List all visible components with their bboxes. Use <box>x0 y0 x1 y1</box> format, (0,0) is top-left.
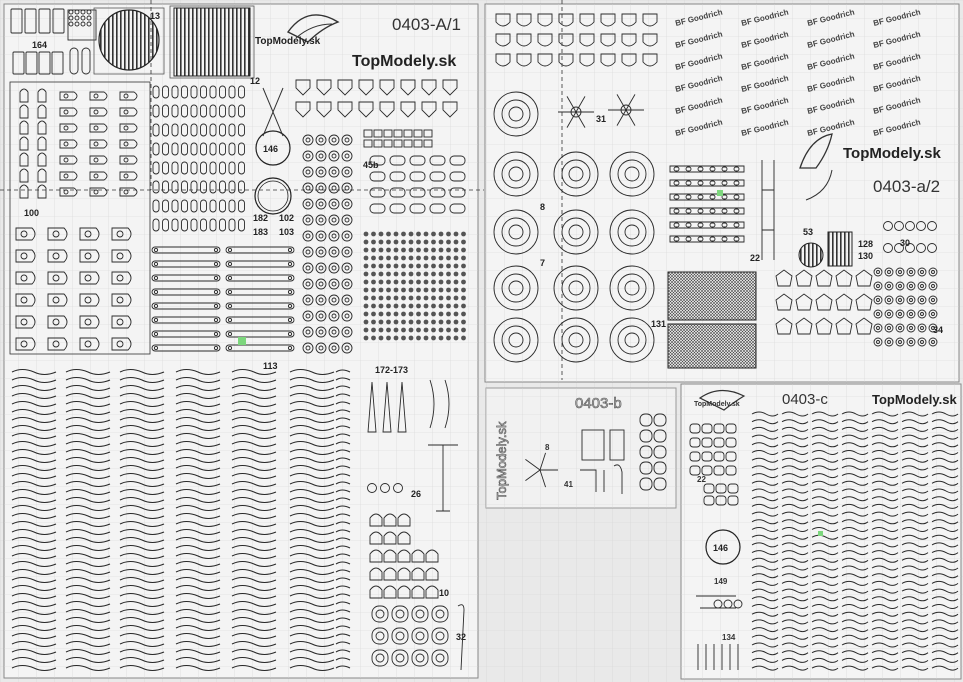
a1-rivet-part <box>424 232 429 237</box>
a1-rivet-part <box>364 328 369 333</box>
a1-rivet-part <box>371 296 376 301</box>
a1-rivet-part <box>371 264 376 269</box>
a1-rivet-part <box>394 304 399 309</box>
a1-rivet-part <box>386 272 391 277</box>
a1-rivet-part <box>364 304 369 309</box>
a1-label-100: 100 <box>24 208 40 218</box>
a1-rivet-part <box>439 248 444 253</box>
a1-rivet-part <box>371 304 376 309</box>
a1-rivet-part <box>364 288 369 293</box>
a1-rivet-part <box>439 312 444 317</box>
a2-tire-text: BF Goodrich <box>740 7 790 28</box>
a2-tire-text: BF Goodrich <box>872 73 922 94</box>
a2-label-131: 131 <box>651 319 667 329</box>
a1-rivet-part <box>424 320 429 325</box>
a1-rivet-part <box>364 320 369 325</box>
a1-label-113: 113 <box>263 361 278 371</box>
a1-rivet-part <box>364 240 369 245</box>
a1-rivet-part <box>461 248 466 253</box>
a1-rivet-part <box>424 240 429 245</box>
a1-rivet-part <box>364 272 369 277</box>
b-label-8: 8 <box>545 443 550 452</box>
a1-rivet-part <box>394 328 399 333</box>
a1-rivet-part <box>424 256 429 261</box>
a1-rivet-part <box>379 248 384 253</box>
a2-tire-text: BF Goodrich <box>806 117 856 138</box>
a1-rivet-part <box>431 288 436 293</box>
a1-rivet-part <box>424 304 429 309</box>
a1-rivet-part <box>386 304 391 309</box>
a1-rivet-part <box>379 240 384 245</box>
a2-tire-text: BF Goodrich <box>806 29 856 50</box>
a1-rivet-part <box>386 296 391 301</box>
a1-rivet-part <box>461 240 466 245</box>
a1-rivet-part <box>424 272 429 277</box>
a1-rivet-part <box>364 248 369 253</box>
a1-rivet-part <box>401 256 406 261</box>
a1-rivet-part <box>446 320 451 325</box>
a1-rivet-part <box>379 232 384 237</box>
a2-mesh-panel-1 <box>668 272 756 320</box>
a1-rivet-part <box>386 256 391 261</box>
a2-tire-text: BF Goodrich <box>674 73 724 94</box>
a1-rivet-part <box>424 288 429 293</box>
a1-rivet-part <box>446 280 451 285</box>
a1-rivet-part <box>401 248 406 253</box>
a2-tire-text: BF Goodrich <box>740 51 790 72</box>
a2-tire-text: BF Goodrich <box>740 117 790 138</box>
a1-rivet-part <box>401 312 406 317</box>
a1-label-10: 10 <box>439 588 450 598</box>
a1-rivet-part <box>461 264 466 269</box>
a2-tire-text: BF Goodrich <box>740 29 790 50</box>
a1-rivet-part <box>394 240 399 245</box>
a1-rivet-part <box>454 296 459 301</box>
a1-brand-text: TopModely.sk <box>352 53 457 70</box>
a1-rivet-part <box>401 320 406 325</box>
a1-rivet-part <box>446 336 451 341</box>
a1-rivet-part <box>394 320 399 325</box>
a1-rivet-part <box>416 312 421 317</box>
a1-rivet-part <box>416 272 421 277</box>
a1-rivet-part <box>454 248 459 253</box>
a1-rivet-part <box>424 328 429 333</box>
a1-rivet-part <box>431 256 436 261</box>
a2-label-130: 130 <box>858 251 874 261</box>
a1-rivet-part <box>431 264 436 269</box>
c-logo-text: TopModely.sk <box>694 401 740 408</box>
a1-rivet-part <box>379 280 384 285</box>
a1-rivet-part <box>431 232 436 237</box>
a1-label-182: 182 <box>253 213 269 223</box>
a1-rivet-part <box>424 248 429 253</box>
a1-rivet-part <box>416 296 421 301</box>
a1-grille-panel <box>170 6 254 78</box>
a1-rivet-part <box>439 296 444 301</box>
a1-rivet-part <box>461 272 466 277</box>
a1-rivet-part <box>424 280 429 285</box>
a1-rivet-part <box>461 256 466 261</box>
a1-rivet-part <box>379 264 384 269</box>
a1-rivet-part <box>371 256 376 261</box>
a2-label-22: 22 <box>750 253 761 263</box>
a1-rivet-part <box>379 320 384 325</box>
a1-rivet-part <box>386 288 391 293</box>
a1-rivet-part <box>439 288 444 293</box>
a1-rivet-part <box>386 336 391 341</box>
a1-rivet-part <box>409 248 414 253</box>
a1-rivet-part <box>439 304 444 309</box>
c-label-146: 146 <box>713 543 729 553</box>
a1-rivet-part <box>379 288 384 293</box>
a1-rivet-part <box>461 328 466 333</box>
a1-rivet-part <box>454 264 459 269</box>
a1-rivet-part <box>394 288 399 293</box>
a1-rivet-part <box>416 280 421 285</box>
a1-rivet-part <box>409 264 414 269</box>
a1-rivet-part <box>394 264 399 269</box>
a2-tire-text: BF Goodrich <box>674 117 724 138</box>
a2-tire-text: BF Goodrich <box>740 95 790 116</box>
a1-rivet-part <box>446 328 451 333</box>
a1-rivet-part <box>386 240 391 245</box>
a1-rivet-part <box>379 256 384 261</box>
a1-rivet-part <box>416 264 421 269</box>
a1-rivet-part <box>409 304 414 309</box>
a2-tire-text: BF Goodrich <box>740 73 790 94</box>
a1-rivet-part <box>439 240 444 245</box>
a1-rivet-part <box>454 232 459 237</box>
a1-rivet-part <box>439 280 444 285</box>
a1-rivet-part <box>401 296 406 301</box>
a1-rivet-part <box>431 304 436 309</box>
a1-rivet-part <box>454 272 459 277</box>
a2-tire-text: BF Goodrich <box>806 51 856 72</box>
a1-rivet-part <box>386 264 391 269</box>
a1-rivet-part <box>364 312 369 317</box>
c-label-22: 22 <box>697 475 706 484</box>
a2-label-34: 34 <box>933 325 944 335</box>
a1-rivet-part <box>439 264 444 269</box>
a1-rivet-part <box>431 280 436 285</box>
a1-rivet-part <box>461 320 466 325</box>
a1-rivet-part <box>409 336 414 341</box>
a2-tire-text: BF Goodrich <box>674 29 724 50</box>
b-side-text: TopModely.sk <box>494 421 509 500</box>
a1-rivet-part <box>409 288 414 293</box>
a1-rivet-part <box>446 304 451 309</box>
a1-label-12: 12 <box>250 76 261 86</box>
a1-rivet-part <box>401 336 406 341</box>
c-sprue-marker <box>818 531 823 536</box>
a1-rivet-part <box>454 240 459 245</box>
a1-rivet-part <box>454 336 459 341</box>
a1-rivet-part <box>379 304 384 309</box>
a1-rivet-part <box>401 328 406 333</box>
b-label-41: 41 <box>564 480 573 489</box>
a1-rivet-part <box>364 264 369 269</box>
a1-rivet-part <box>461 304 466 309</box>
a1-rivet-part <box>401 280 406 285</box>
a1-rivet-part <box>454 304 459 309</box>
a1-rivet-part <box>416 336 421 341</box>
a1-rivet-part <box>461 232 466 237</box>
a1-label-32: 32 <box>456 632 467 642</box>
a1-rivet-part <box>409 240 414 245</box>
a1-rivet-part <box>371 288 376 293</box>
a2-sheet-code: 0403-a/2 <box>873 177 941 196</box>
a1-rivet-part <box>439 328 444 333</box>
a1-label-183: 183 <box>253 227 269 237</box>
a1-rivet-part <box>386 320 391 325</box>
a1-rivet-part <box>401 264 406 269</box>
a1-rivet-part <box>409 272 414 277</box>
a1-rivet-part <box>454 328 459 333</box>
a1-label-164: 164 <box>32 40 48 50</box>
a1-rivet-part <box>424 296 429 301</box>
a1-label-146: 146 <box>263 144 279 154</box>
a1-rivet-part <box>386 328 391 333</box>
a1-rivet-part <box>409 256 414 261</box>
a1-rivet-part <box>371 240 376 245</box>
a2-sprue-marker <box>717 190 723 196</box>
a2-tire-text: BF Goodrich <box>806 73 856 94</box>
a1-rivet-part <box>454 312 459 317</box>
a1-rivet-part <box>401 304 406 309</box>
a1-rivet-part <box>416 248 421 253</box>
a1-rivet-part <box>394 248 399 253</box>
a1-rivet-part <box>431 328 436 333</box>
a1-rivet-part <box>416 288 421 293</box>
a2-mesh-panel-2 <box>668 324 756 368</box>
a1-label-45b: 45b <box>363 160 379 170</box>
a1-rivet-part <box>461 312 466 317</box>
a2-label-53: 53 <box>803 227 814 237</box>
a1-rivet-part <box>431 248 436 253</box>
a1-rivet-part <box>409 232 414 237</box>
a2-tire-text: BF Goodrich <box>674 95 724 116</box>
a1-rivet-part <box>371 272 376 277</box>
a2-tire-text: BF Goodrich <box>674 51 724 72</box>
a2-tire-text: BF Goodrich <box>872 29 922 50</box>
a2-brand-text: TopModely.sk <box>843 145 941 162</box>
a1-rivet-part <box>386 312 391 317</box>
a1-rivet-part <box>431 336 436 341</box>
a1-rivet-part <box>371 336 376 341</box>
a1-rivet-part <box>439 272 444 277</box>
a2-small-grille-plate <box>828 232 852 266</box>
a1-rivet-part <box>446 256 451 261</box>
a1-rivet-part <box>394 296 399 301</box>
a2-small-grille-disc <box>799 243 823 267</box>
a1-logo-text: TopModely.sk <box>255 36 321 47</box>
a1-rivet-part <box>371 248 376 253</box>
a1-rivet-part <box>379 296 384 301</box>
a1-rivet-part <box>446 240 451 245</box>
a1-sprue-marker <box>238 337 246 345</box>
a1-rivet-part <box>416 320 421 325</box>
a1-rivet-part <box>409 312 414 317</box>
a1-rivet-part <box>431 240 436 245</box>
a1-rivet-part <box>364 280 369 285</box>
a1-rivet-part <box>394 272 399 277</box>
a1-rivet-part <box>379 312 384 317</box>
a1-rivet-part <box>364 336 369 341</box>
a1-rivet-part <box>409 320 414 325</box>
a1-rivet-part <box>416 328 421 333</box>
a1-rivet-part <box>364 232 369 237</box>
a1-rivet-part <box>401 288 406 293</box>
a1-rivet-part <box>401 232 406 237</box>
a1-label-13: 13 <box>150 11 161 21</box>
a1-rivet-part <box>416 240 421 245</box>
a1-rivet-part <box>446 264 451 269</box>
a1-rivet-part <box>371 328 376 333</box>
a1-rivet-part <box>446 248 451 253</box>
a1-rivet-part <box>431 320 436 325</box>
a1-rivet-part <box>379 328 384 333</box>
a1-rivet-part <box>446 272 451 277</box>
a1-rivet-part <box>454 288 459 293</box>
a1-rivet-part <box>386 248 391 253</box>
a2-label-8: 8 <box>540 202 546 212</box>
a1-rivet-part <box>394 312 399 317</box>
a1-rivet-part <box>394 336 399 341</box>
a2-tire-text: BF Goodrich <box>674 7 724 28</box>
a1-rivet-part <box>409 280 414 285</box>
a1-rivet-part <box>439 232 444 237</box>
a2-tire-text: BF Goodrich <box>872 117 922 138</box>
a2-tire-text: BF Goodrich <box>806 7 856 28</box>
sheet-a2 <box>485 4 959 382</box>
a1-rivet-part <box>454 320 459 325</box>
a1-rivet-part <box>409 328 414 333</box>
a1-rivet-part <box>371 320 376 325</box>
a1-rivet-part <box>446 232 451 237</box>
a1-rivet-part <box>461 288 466 293</box>
a1-rivet-part <box>424 312 429 317</box>
a1-rivet-part <box>446 296 451 301</box>
a1-rivet-part <box>386 232 391 237</box>
a1-rivet-part <box>424 336 429 341</box>
b-sheet-code: 0403-b <box>575 395 622 412</box>
a1-rivet-part <box>401 272 406 277</box>
a1-rivet-part <box>431 312 436 317</box>
sheet-c <box>681 384 961 679</box>
a1-label-26: 26 <box>411 489 422 499</box>
a1-rivet-part <box>454 280 459 285</box>
a1-label-103: 103 <box>279 227 295 237</box>
a1-rivet-part <box>401 240 406 245</box>
a1-label-172-173: 172-173 <box>375 365 409 375</box>
a1-rivet-part <box>416 256 421 261</box>
a1-rivet-part <box>364 256 369 261</box>
a1-sheet-code: 0403-A/1 <box>392 15 461 34</box>
sheet-b <box>486 388 676 508</box>
a1-rivet-part <box>371 312 376 317</box>
c-label-149: 149 <box>714 577 728 586</box>
a1-rivet-part <box>409 296 414 301</box>
a1-rivet-part <box>379 336 384 341</box>
c-label-134: 134 <box>722 633 736 642</box>
a1-rivet-part <box>424 264 429 269</box>
a2-tire-text: BF Goodrich <box>872 95 922 116</box>
a1-rivet-part <box>439 256 444 261</box>
a1-rivet-part <box>461 280 466 285</box>
a2-label-128: 128 <box>858 239 874 249</box>
a2-tire-text: BF Goodrich <box>872 51 922 72</box>
c-brand-text: TopModely.sk <box>872 392 957 407</box>
a2-label-7: 7 <box>540 258 546 268</box>
a2-label-30: 30 <box>900 238 911 248</box>
a1-rivet-part <box>461 296 466 301</box>
a1-rivet-part <box>371 280 376 285</box>
a2-tire-text: BF Goodrich <box>872 7 922 28</box>
a1-rivet-part <box>394 232 399 237</box>
a1-rivet-part <box>394 280 399 285</box>
a1-rivet-part <box>371 232 376 237</box>
a1-rivet-part <box>439 320 444 325</box>
a1-rivet-part <box>431 296 436 301</box>
a1-rivet-part <box>386 280 391 285</box>
a1-rivet-part <box>394 256 399 261</box>
a1-rivet-part <box>364 296 369 301</box>
a1-label-102: 102 <box>279 213 295 223</box>
c-sheet-code: 0403-c <box>782 391 828 408</box>
a1-rivet-part <box>454 256 459 261</box>
a1-rivet-part <box>416 232 421 237</box>
sheet-a1 <box>4 4 478 678</box>
a1-rivet-part <box>446 312 451 317</box>
a1-rivet-part <box>446 288 451 293</box>
a2-tire-text: BF Goodrich <box>806 95 856 116</box>
a1-rivet-part <box>439 336 444 341</box>
a1-rivet-part <box>379 272 384 277</box>
a1-rivet-part <box>461 336 466 341</box>
a2-label-31: 31 <box>596 114 607 124</box>
a1-rivet-part <box>431 272 436 277</box>
a1-rivet-part <box>416 304 421 309</box>
